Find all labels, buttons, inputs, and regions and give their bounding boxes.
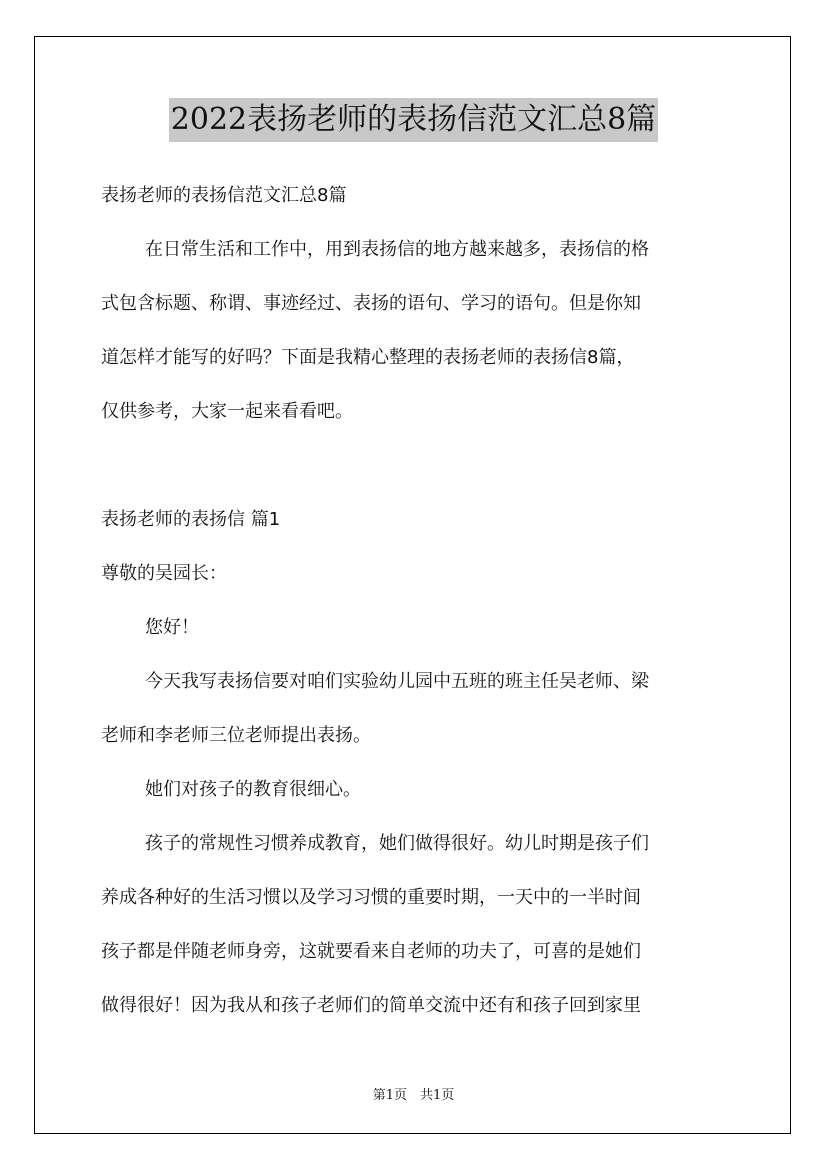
intro-line: 式包含标题、称谓、事迹经过、表扬的语句、学习的语句。但是你知 — [101, 293, 641, 314]
document-subtitle: 表扬老师的表扬信范文汇总8篇 — [101, 185, 347, 206]
section-title: 表扬老师的表扬信 篇1 — [101, 509, 281, 530]
greeting: 您好！ — [145, 617, 199, 638]
intro-line: 仅供参考，大家一起来看看吧。 — [101, 401, 353, 422]
paragraph-line: 老师和李老师三位老师提出表扬。 — [101, 725, 371, 746]
paragraph-line: 孩子都是伴随老师身旁，这就要看来自老师的功夫了，可喜的是她们 — [101, 941, 641, 962]
intro-line: 道怎样才能写的好吗？下面是我精心整理的表扬老师的表扬信8篇， — [101, 347, 635, 368]
intro-line: 在日常生活和工作中，用到表扬信的地方越来越多，表扬信的格 — [145, 239, 649, 260]
paragraph-line: 做得很好！因为我从和孩子老师们的简单交流中还有和孩子回到家里 — [101, 995, 641, 1016]
paragraph-line: 养成各种好的生活习惯以及学习习惯的重要时期，一天中的一半时间 — [101, 887, 641, 908]
title-container — [0, 98, 827, 142]
salutation: 尊敬的吴园长： — [101, 563, 227, 584]
paragraph-line: 今天我写表扬信要对咱们实验幼儿园中五班的班主任吴老师、梁 — [145, 671, 649, 692]
paragraph-line: 她们对孩子的教育很细心。 — [145, 779, 361, 800]
document-title: 2022表扬老师的表扬信范文汇总8篇 — [169, 98, 658, 142]
page-footer: 第1页 共1页 — [372, 1088, 455, 1103]
paragraph-line: 孩子的常规性习惯养成教育，她们做得很好。幼儿时期是孩子们 — [145, 833, 649, 854]
